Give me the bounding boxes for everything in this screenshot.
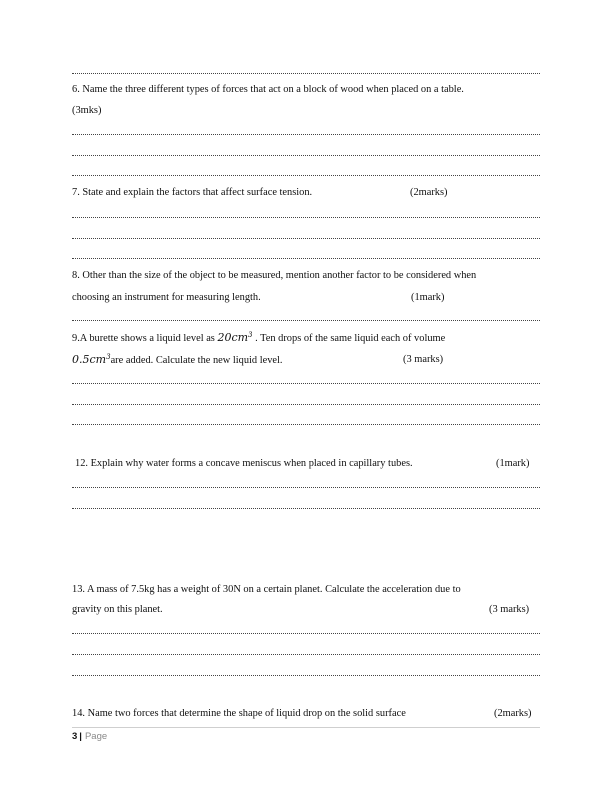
question-12-text: 12. Explain why water forms a concave meniscus when placed in capillary tubes. — [75, 458, 413, 469]
question-9-text-c: are added. Calculate the new liquid level. — [110, 355, 283, 366]
question-13-text-cont: gravity on this planet. — [72, 604, 163, 615]
question-9-marks: (3 marks) — [403, 354, 444, 365]
answer-line — [72, 175, 540, 176]
question-8-marks: (1mark) — [411, 292, 445, 303]
question-7-marks: (2marks) — [410, 187, 448, 198]
question-14-text: 14. Name two forces that determine the shape of liquid drop on the solid surface — [72, 708, 406, 719]
superscript: 3 — [248, 331, 253, 339]
answer-line — [72, 134, 540, 135]
answer-line — [72, 258, 540, 259]
question-9-text-b: . Ten drops of the same liquid each of volume — [252, 333, 446, 344]
question-9-text — [72, 332, 445, 345]
question-14-marks: (2marks) — [494, 708, 532, 719]
answer-line — [72, 404, 540, 405]
answer-line — [72, 654, 540, 655]
answer-line — [72, 73, 540, 74]
question-12-marks: (1mark) — [496, 458, 530, 469]
footer-rule — [72, 727, 540, 728]
answer-line — [72, 383, 540, 384]
answer-line — [72, 633, 540, 634]
answer-line — [72, 320, 540, 321]
question-7-text: 7. State and explain the factors that affect surface tension. — [72, 187, 313, 198]
volume-20cm3 — [217, 331, 252, 344]
page-number: 3 — [72, 731, 78, 742]
answer-line — [72, 675, 540, 676]
question-6-text: 6. Name the three different types of forces that act on a block of wood when placed on a table. — [72, 84, 464, 95]
question-13-marks: (3 marks) — [489, 604, 530, 615]
answer-line — [72, 508, 540, 509]
question-13-text: 13. A mass of 7.5kg has a weight of 30N on a certain planet. Calculate the acceleration due to — [72, 584, 461, 595]
page-footer — [72, 731, 107, 742]
answer-line — [72, 487, 540, 488]
superscript: 3 — [106, 353, 111, 361]
volume-0-5cm3 — [72, 353, 111, 366]
answer-line — [72, 238, 540, 239]
question-9-text-cont — [72, 354, 283, 367]
page-label: Page — [84, 731, 108, 742]
question-8-text-cont: choosing an instrument for measuring length. — [72, 292, 261, 303]
answer-line — [72, 217, 540, 218]
question-9-text-a: 9.A burette shows a liquid level as — [72, 333, 218, 344]
answer-line — [72, 155, 540, 156]
question-6-marks: (3mks) — [72, 105, 102, 116]
footer-separator: | — [79, 731, 82, 742]
question-8-text: 8. Other than the size of the object to be measured, mention another factor to be considered when — [72, 270, 477, 281]
math-value: 0.5cm — [72, 353, 107, 366]
math-value: 20cm — [217, 331, 249, 344]
answer-line — [72, 424, 540, 425]
